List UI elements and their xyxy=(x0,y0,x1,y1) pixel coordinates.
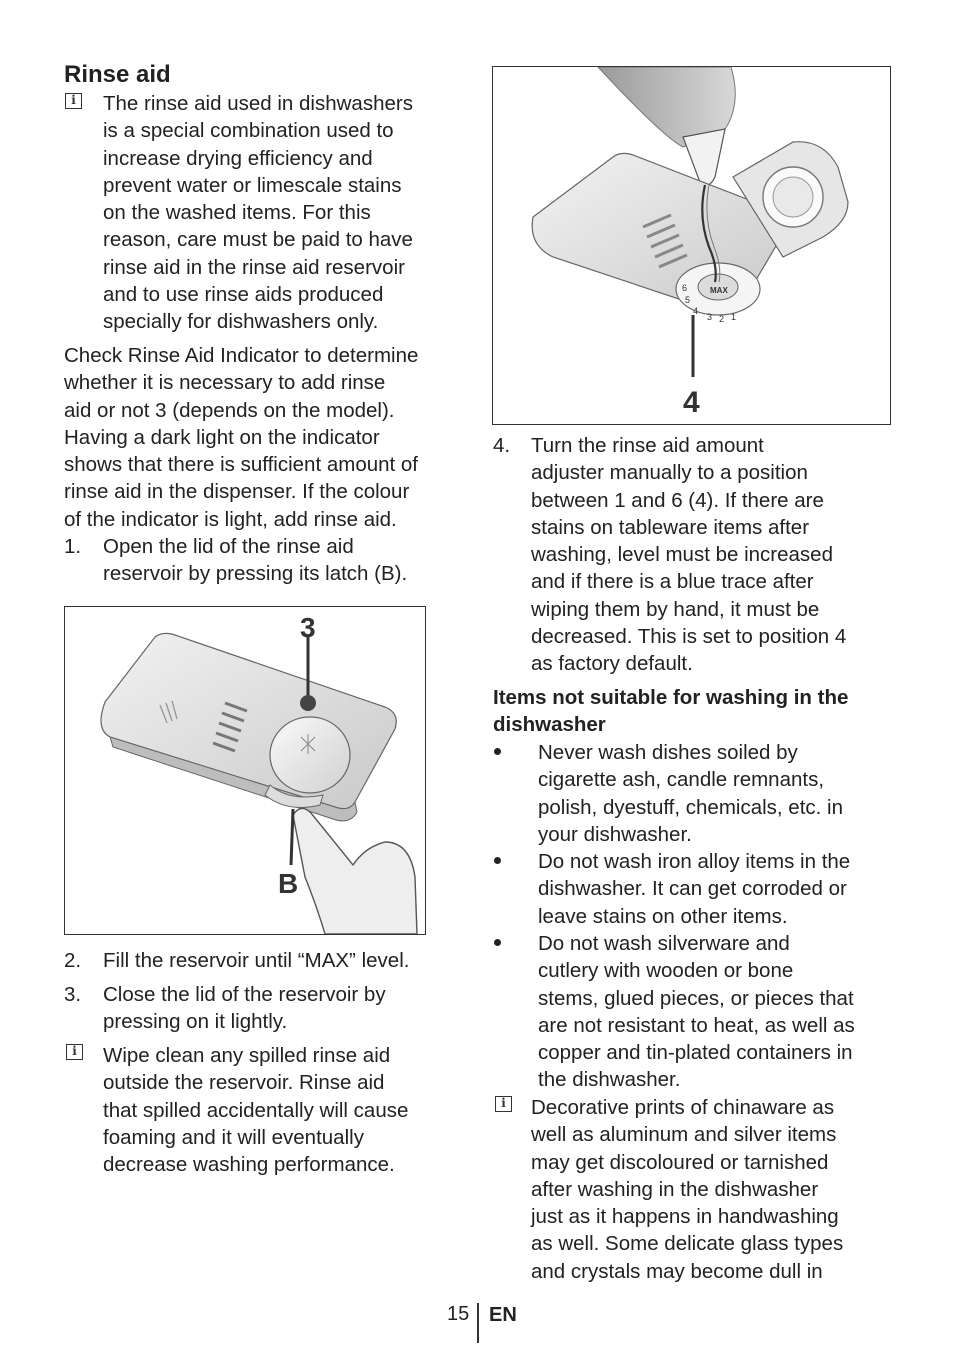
info-icon: i xyxy=(66,1044,83,1060)
indicator-paragraph: Check Rinse Aid Indicator to determine whether it is necessary to add rinse aid or not 3 (depends on the model). Having a dark light on the indicator shows that there is sufficient amount of rinse aid in the dispenser. If the colour of the indicator is light, add rinse aid. xyxy=(64,344,419,531)
info-note-chinaware: Decorative prints of chinaware as well as aluminum and silver items may get discoloured or tarnished after washing in the dishwasher just as it happens in handwashing as well. Some delicate glass types and crystals may become dull in xyxy=(531,1096,844,1283)
bullet-dot xyxy=(494,748,501,755)
info-note-rinse-aid: The rinse aid used in dishwashers is a special combination used to increase drying efficiency and prevent water or limescale stains on the washed items. For this reason, care must be paid to have rinse aid in the rinse aid reservoir and to use rinse aids produced specially for dishwashers only. xyxy=(103,92,413,334)
bullet-dot xyxy=(494,857,501,864)
dial-number: 6 xyxy=(682,283,688,293)
bullet-item: Do not wash silverware and cutlery with wooden or bone stems, glued pieces, or pieces that are not resistant to heat, as well as copper and tin-plated containers in the dishwasher. xyxy=(538,932,855,1092)
language-code: EN xyxy=(489,1304,517,1326)
info-icon: i xyxy=(495,1096,512,1112)
bullet-item: Never wash dishes soiled by cigarette ash, candle remnants, polish, dyestuff, chemicals, etc. in your dishwasher. xyxy=(538,741,843,846)
dial-number: 5 xyxy=(685,295,691,305)
dial-number: 3 xyxy=(707,312,713,322)
figure-fill-reservoir xyxy=(492,66,891,425)
step-text: Open the lid of the rinse aid reservoir by pressing its latch (B). xyxy=(103,535,408,586)
step-number: 2. xyxy=(64,949,82,972)
step-number: 4. xyxy=(493,434,511,457)
footer-divider xyxy=(477,1303,479,1343)
step-number: 1. xyxy=(64,535,82,558)
step-text: Turn the rinse aid amount adjuster manually to a position between 1 and 6 (4). If there are stains on tableware items after washing, level must be increased and if there is a blue trace after wiping them by hand, it must be decreased. This is set to position 4 as factory default. xyxy=(531,434,847,676)
dial-number: 4 xyxy=(693,306,699,316)
info-note-spill: Wipe clean any spilled rinse aid outside the reservoir. Rinse aid that spilled accidentally will cause foaming and it will eventually decrease washing performance. xyxy=(103,1044,409,1177)
bullet-dot xyxy=(494,939,501,946)
step-text: Close the lid of the reservoir by pressing on it lightly. xyxy=(103,983,386,1034)
fill-illustration xyxy=(493,67,890,424)
info-icon: i xyxy=(65,93,82,109)
dispenser-illustration xyxy=(65,607,425,934)
bullet-item: Do not wash iron alloy items in the dishwasher. It can get corroded or leave stains on other items. xyxy=(538,850,851,928)
label-indicator: 3 xyxy=(300,612,316,643)
dial-max-label: MAX xyxy=(710,286,728,295)
label-latch: B xyxy=(278,868,299,899)
dial-number: 2 xyxy=(719,314,725,324)
page-number: 15 xyxy=(447,1303,470,1325)
subheading-items-not-suitable: Items not suitable for washing in the dishwasher xyxy=(493,686,849,737)
figure-open-lid xyxy=(64,606,426,935)
section-heading: Rinse aid xyxy=(64,61,171,88)
step-number: 3. xyxy=(64,983,82,1006)
label-adjuster: 4 xyxy=(683,386,700,419)
step-text: Fill the reservoir until “MAX” level. xyxy=(103,949,410,972)
dial-number: 1 xyxy=(731,312,737,322)
